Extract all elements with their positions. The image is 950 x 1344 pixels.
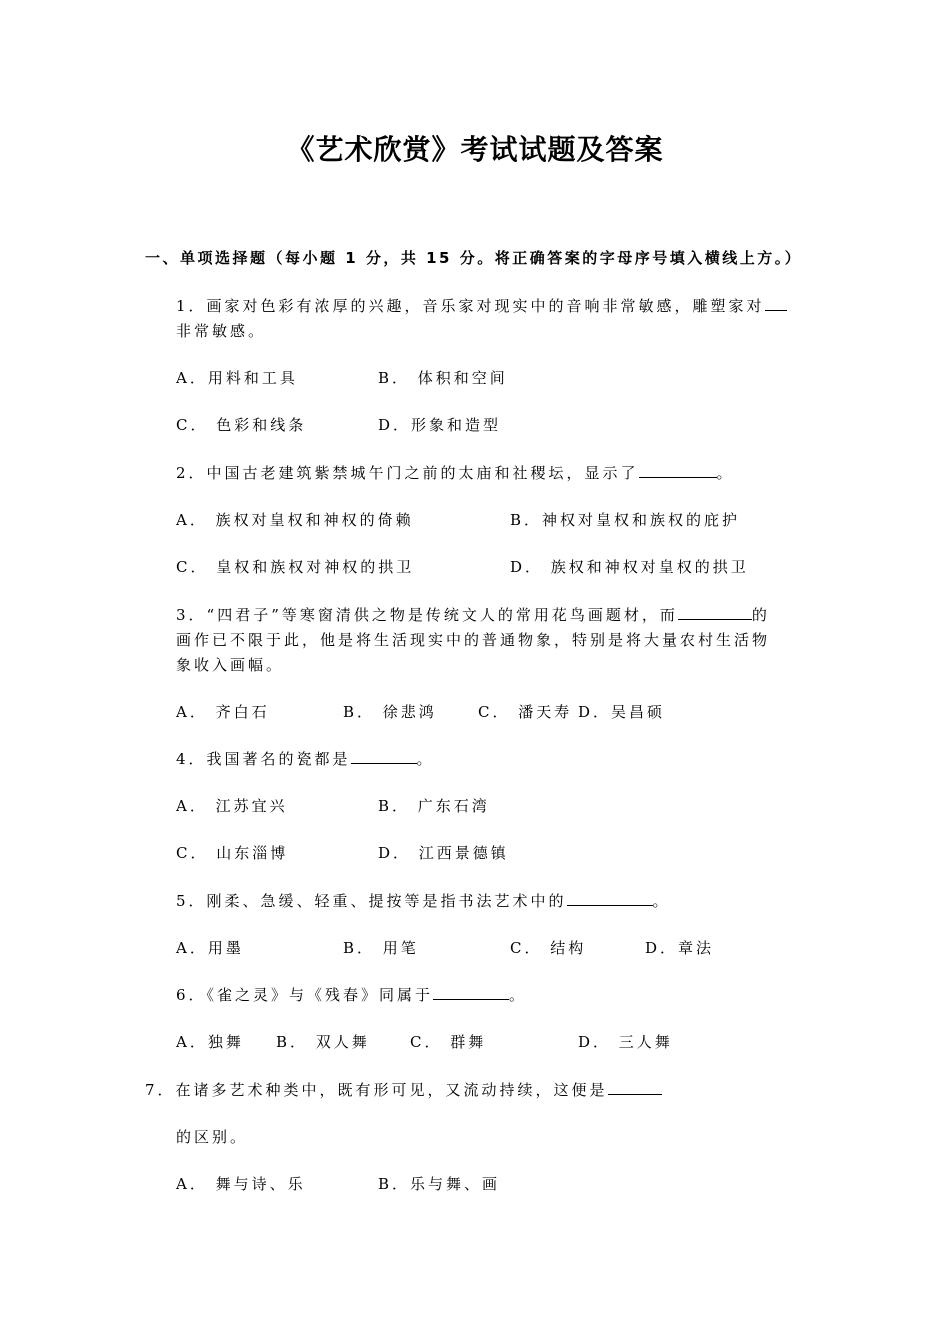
option-a: A． 江苏宜兴 <box>176 797 288 815</box>
option-d: D． 族权和神权对皇权的拱卫 <box>510 558 749 576</box>
answer-blank <box>765 296 787 311</box>
option-d: D． 江西景德镇 <box>378 844 509 862</box>
question-text: 1．画家对色彩有浓厚的兴趣，音乐家对现实中的音响非常敏感，雕塑家对 <box>176 297 765 315</box>
answer-blank <box>567 891 653 906</box>
question-7 <box>145 1080 662 1100</box>
question-3-cont: 象收入画幅。 <box>176 656 285 674</box>
question-text: 4．我国著名的瓷都是 <box>176 750 351 768</box>
question-3-cont: 画作已不限于此，他是将生活现实中的普通物象，特别是将大量农村生活物 <box>176 631 771 649</box>
option-b: B．神权对皇权和族权的庇护 <box>510 511 741 529</box>
question-text: 3．“四君子”等寒窗清供之物是传统文人的常用花鸟画题材，而 <box>176 606 678 624</box>
option-d: D． 三人舞 <box>578 1033 673 1051</box>
question-5: 5．刚柔、急缓、轻重、提按等是指书法艺术中的 。 <box>176 892 671 910</box>
option-b: B． 徐悲鸿 <box>343 703 437 721</box>
option-d: D．章法 <box>645 939 715 957</box>
option-c: C． 结构 <box>510 939 587 957</box>
option-a: A． 族权对皇权和神权的倚赖 <box>176 511 414 529</box>
option-c: C． 潘天寿 <box>478 703 573 721</box>
answer-blank <box>608 1080 662 1095</box>
section-heading: 一、单项选择题（每小题 1 分，共 15 分。将正确答案的字母序号填入横线上方。） <box>145 249 803 267</box>
answer-blank <box>639 463 717 478</box>
answer-blank <box>678 605 752 620</box>
answer-blank <box>433 985 509 1000</box>
option-b: B． 体积和空间 <box>378 369 508 387</box>
question-6: 6．《雀之灵》与《残春》同属于 。 <box>176 986 528 1004</box>
question-7-cont: 的区别。 <box>176 1128 249 1146</box>
page-title: 《艺术欣赏》考试试题及答案 <box>286 133 664 166</box>
option-b: B．乐与舞、画 <box>378 1175 501 1193</box>
question-text: 2．中国古老建筑紫禁城午门之前的太庙和社稷坛，显示了 <box>176 464 639 482</box>
option-a: A．用料和工具 <box>176 369 298 387</box>
option-b: B． 双人舞 <box>276 1033 370 1051</box>
option-c: C． 群舞 <box>410 1033 487 1051</box>
option-a: A． 齐白石 <box>176 703 270 721</box>
option-a: A．用墨 <box>176 939 244 957</box>
question-3: 3．“四君子”等寒窗清供之物是传统文人的常用花鸟画题材，而 的 <box>176 606 770 624</box>
option-a: A． 舞与诗、乐 <box>176 1175 306 1193</box>
option-d: D．吴昌硕 <box>578 703 666 721</box>
question-1-cont: 非常敏感。 <box>176 322 267 340</box>
option-c: C． 皇权和族权对神权的拱卫 <box>176 558 415 576</box>
option-a: A．独舞 <box>176 1033 244 1051</box>
option-c: C． 色彩和线条 <box>176 416 307 434</box>
option-b: B． 广东石湾 <box>378 797 490 815</box>
question-1 <box>176 296 787 316</box>
question-2: 2．中国古老建筑紫禁城午门之前的太庙和社稷坛，显示了 。 <box>176 464 735 482</box>
option-d: D．形象和造型 <box>378 416 502 434</box>
option-c: C． 山东淄博 <box>176 844 289 862</box>
question-text: 5．刚柔、急缓、轻重、提按等是指书法艺术中的 <box>176 892 567 910</box>
question-text: 7．在诸多艺术种类中，既有形可见，又流动持续，这便是 <box>145 1081 608 1099</box>
option-b: B． 用笔 <box>343 939 419 957</box>
question-4: 4．我国著名的瓷都是 。 <box>176 750 435 768</box>
answer-blank <box>351 749 417 764</box>
question-text: 6．《雀之灵》与《残春》同属于 <box>176 986 434 1004</box>
